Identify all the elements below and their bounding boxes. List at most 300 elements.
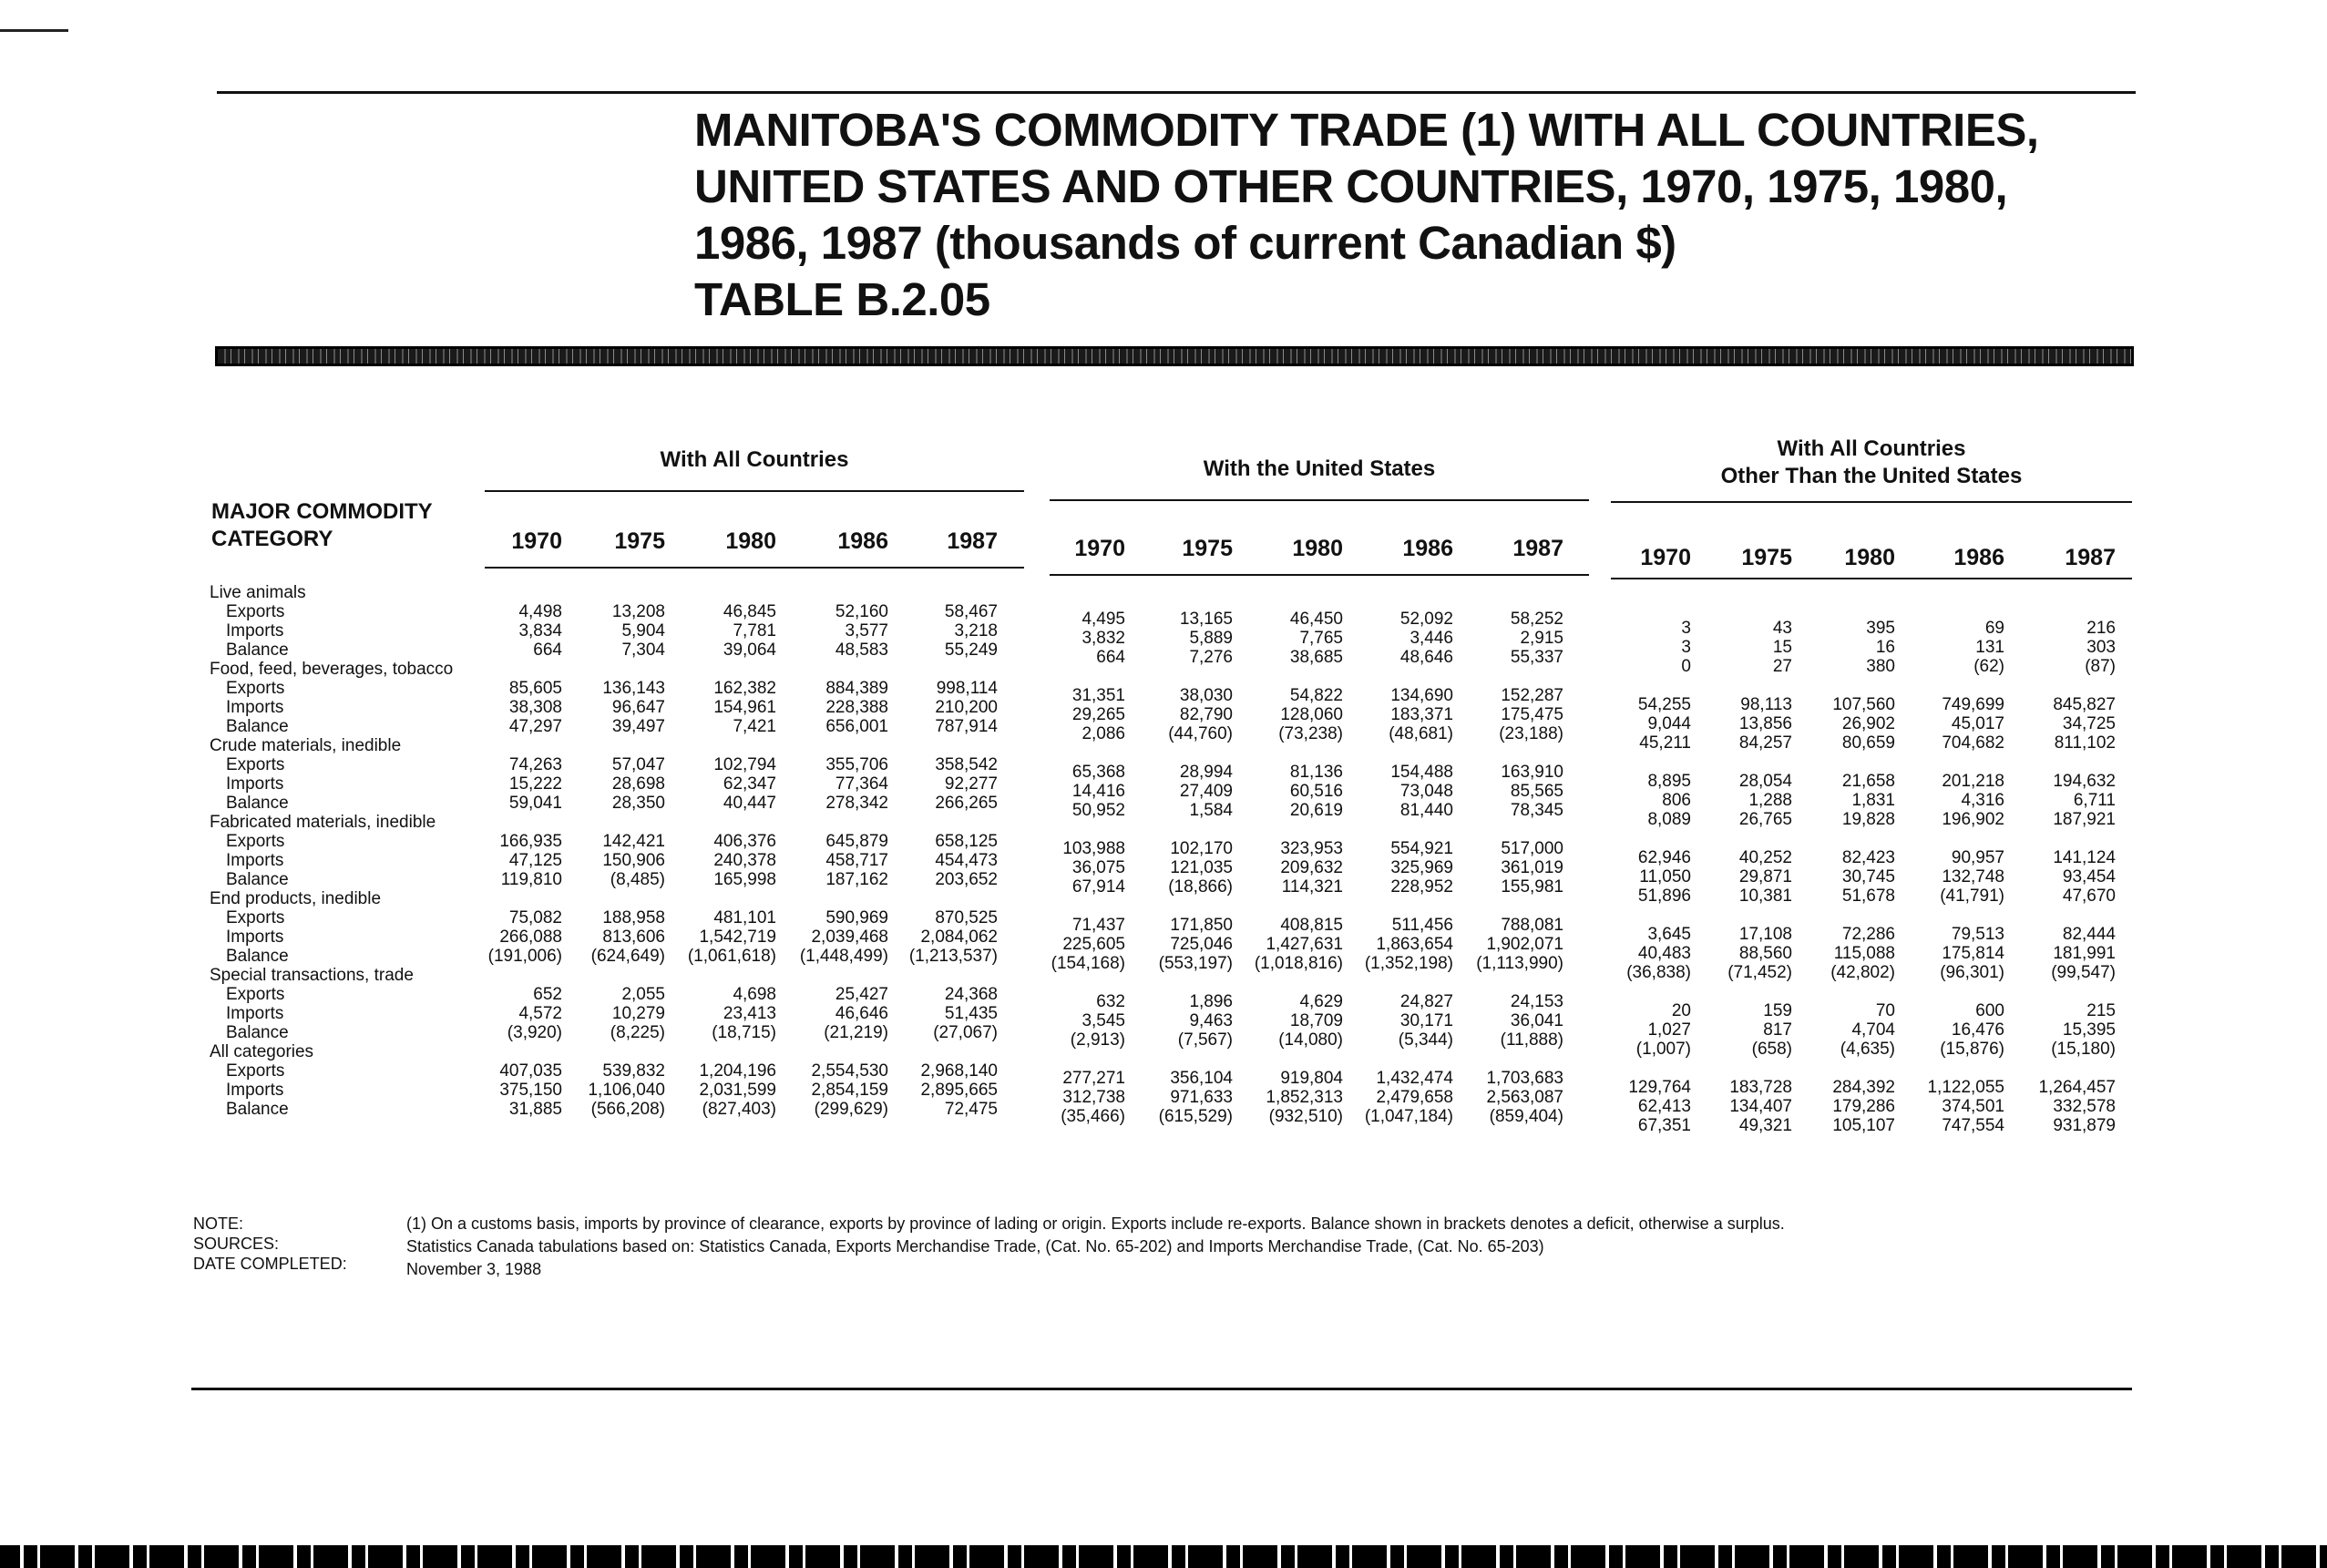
table-cell: 179,286 <box>1832 1097 1895 1116</box>
table-cell: 787,914 <box>935 717 998 736</box>
table-cell: 30,171 <box>1399 1011 1453 1030</box>
table-cell: 154,961 <box>713 698 776 717</box>
table-cell: 67,914 <box>1071 877 1125 897</box>
table-cell: 25,427 <box>835 985 888 1004</box>
table-cell: 919,804 <box>1280 1069 1343 1088</box>
table-cell: 17,108 <box>1738 925 1792 944</box>
year-header: 1980 <box>725 528 776 554</box>
table-cell: (1,007) <box>1635 1040 1691 1059</box>
table-cell: 2,031,599 <box>699 1081 776 1100</box>
table-cell: 312,738 <box>1062 1088 1125 1107</box>
table-cell: 71,437 <box>1071 916 1125 935</box>
table-cell: 511,456 <box>1391 916 1453 935</box>
table-cell: 664 <box>1096 648 1125 667</box>
title-line-3: 1986, 1987 (thousands of current Canadian $) <box>694 217 1676 269</box>
category-label: End products, inedible <box>210 889 382 908</box>
table-cell: 141,124 <box>2053 848 2116 867</box>
table-cell: (299,629) <box>814 1100 888 1119</box>
table-cell: 395 <box>1866 619 1895 638</box>
table-cell: 175,475 <box>1501 705 1563 724</box>
table-cell: (27,067) <box>933 1023 998 1042</box>
note-label: SOURCES: <box>193 1235 280 1253</box>
table-number: TABLE B.2.05 <box>694 273 990 325</box>
table-cell: (7,567) <box>1177 1030 1233 1050</box>
group-header-3: With All Countries <box>1777 436 1966 461</box>
table-cell: 51,678 <box>1841 886 1895 906</box>
table-cell: 46,845 <box>723 602 776 621</box>
table-cell: 1,703,683 <box>1486 1069 1563 1088</box>
table-cell: 79,513 <box>1951 925 2004 944</box>
table-cell: 26,765 <box>1738 810 1792 829</box>
table-cell: 181,991 <box>2053 944 2116 963</box>
table-cell: 62,347 <box>723 774 776 794</box>
table-cell: 8,895 <box>1647 772 1691 791</box>
table-cell: 811,102 <box>2054 733 2116 753</box>
table-cell: 85,605 <box>508 679 562 698</box>
group-rule-3 <box>1611 501 2132 503</box>
table-cell: 51,435 <box>944 1004 998 1023</box>
table-cell: (15,180) <box>2051 1040 2116 1059</box>
table-cell: 600 <box>1975 1001 2004 1020</box>
table-cell: 175,814 <box>1942 944 2004 963</box>
table-cell: 228,952 <box>1390 877 1453 897</box>
table-cell: 2,039,468 <box>811 927 888 947</box>
table-cell: 5,904 <box>621 621 665 641</box>
table-cell: 52,160 <box>835 602 888 621</box>
table-cell: 0 <box>1681 657 1691 676</box>
table-cell: 210,200 <box>935 698 998 717</box>
category-label: Crude materials, inedible <box>210 736 402 755</box>
table-cell: 3 <box>1681 619 1691 638</box>
table-cell: (36,838) <box>1626 963 1691 982</box>
table-cell: 10,381 <box>1738 886 1792 906</box>
table-cell: 73,048 <box>1399 782 1453 801</box>
table-cell: 4,629 <box>1299 992 1343 1011</box>
year-header: 1987 <box>1512 536 1563 561</box>
table-cell: 28,994 <box>1179 763 1233 782</box>
year-header: 1980 <box>1844 545 1895 570</box>
table-cell: 266,088 <box>499 927 562 947</box>
row-label-exports: Exports <box>226 755 285 774</box>
table-cell: (35,466) <box>1061 1107 1125 1126</box>
table-cell: 46,450 <box>1289 610 1343 629</box>
table-cell: 28,698 <box>611 774 665 794</box>
document-title <box>694 102 2116 328</box>
table-cell: 2,055 <box>621 985 665 1004</box>
table-cell: 817 <box>1763 1020 1792 1040</box>
table-cell: 55,249 <box>944 641 998 660</box>
row-label-balance: Balance <box>226 1023 289 1042</box>
table-cell: 1,542,719 <box>699 927 776 947</box>
table-cell: (827,403) <box>702 1100 776 1119</box>
table-cell: 3,832 <box>1081 629 1125 648</box>
table-cell: 355,706 <box>825 755 888 774</box>
table-cell: 1,264,457 <box>2038 1078 2116 1097</box>
table-cell: (5,344) <box>1398 1030 1453 1050</box>
table-cell: 215 <box>2086 1001 2116 1020</box>
note-label: DATE COMPLETED: <box>193 1255 347 1273</box>
table-cell: 70 <box>1875 1001 1895 1020</box>
table-cell: 1,027 <box>1647 1020 1691 1040</box>
table-cell: 81,440 <box>1399 801 1453 820</box>
table-cell: 13,165 <box>1179 610 1233 629</box>
table-cell: (8,485) <box>610 870 665 889</box>
table-cell: 2,084,062 <box>920 927 998 947</box>
table-cell: (14,080) <box>1278 1030 1343 1050</box>
category-label: Food, feed, beverages, tobacco <box>210 660 454 679</box>
row-label-imports: Imports <box>226 698 284 717</box>
table-cell: 24,368 <box>944 985 998 1004</box>
table-cell: 115,088 <box>1833 944 1895 963</box>
table-cell: 18,709 <box>1289 1011 1343 1030</box>
table-cell: 62,946 <box>1637 848 1691 867</box>
table-cell: 78,345 <box>1510 801 1563 820</box>
table-cell: 4,704 <box>1851 1020 1895 1040</box>
category-label: Special transactions, trade <box>210 966 414 985</box>
table-cell: 24,827 <box>1399 992 1453 1011</box>
table-cell: 38,685 <box>1289 648 1343 667</box>
table-cell: 85,565 <box>1510 782 1563 801</box>
table-cell: 323,953 <box>1280 839 1343 858</box>
table-cell: 119,810 <box>500 870 562 889</box>
table-cell: 2,563,087 <box>1486 1088 1563 1107</box>
table-cell: 1,831 <box>1851 791 1895 810</box>
table-cell: 7,421 <box>733 717 776 736</box>
table-cell: (42,802) <box>1830 963 1895 982</box>
year-header: 1975 <box>1182 536 1233 561</box>
table-cell: 2,915 <box>1520 629 1563 648</box>
table-cell: (859,404) <box>1489 1107 1563 1126</box>
table-cell: (2,913) <box>1070 1030 1125 1050</box>
table-cell: 107,560 <box>1832 695 1895 714</box>
table-cell: 19,828 <box>1841 810 1895 829</box>
table-cell: 554,921 <box>1390 839 1453 858</box>
table-cell: 2,895,665 <box>920 1081 998 1100</box>
table-cell: 4,495 <box>1081 610 1125 629</box>
table-cell: 325,969 <box>1390 858 1453 877</box>
note-text: Statistics Canada tabulations based on: Statistics Canada, Exports Merchandise Trade, (Cat. No. 65-202) and Imports Merchandise Trade, (Cat. No. 65-203) <box>406 1237 1544 1255</box>
title-banner-bar <box>215 346 2134 366</box>
table-cell: 884,389 <box>825 679 888 698</box>
year-header: 1975 <box>614 528 665 554</box>
table-cell: 15,222 <box>508 774 562 794</box>
table-cell: 98,113 <box>1740 695 1792 714</box>
table-cell: 1,106,040 <box>588 1081 665 1100</box>
table-cell: 183,371 <box>1390 705 1453 724</box>
table-cell: 47,297 <box>508 717 562 736</box>
group-rule-2 <box>1050 499 1589 501</box>
table-cell: 225,605 <box>1062 935 1125 954</box>
year-rule-2 <box>1050 574 1589 576</box>
title-line-1: MANITOBA'S COMMODITY TRADE (1) WITH ALL COUNTRIES, <box>694 104 2039 156</box>
table-cell: 971,633 <box>1170 1088 1233 1107</box>
table-cell: 375,150 <box>499 1081 562 1100</box>
table-cell: (932,510) <box>1268 1107 1343 1126</box>
year-header: 1970 <box>1074 536 1125 561</box>
table-cell: 183,728 <box>1729 1078 1792 1097</box>
row-label-exports: Exports <box>226 602 285 621</box>
table-cell: 136,143 <box>602 679 665 698</box>
table-cell: (1,047,184) <box>1364 1107 1453 1126</box>
table-cell: 59,041 <box>508 794 562 813</box>
bottom-rule <box>191 1388 2132 1390</box>
table-cell: 20,619 <box>1289 801 1343 820</box>
table-cell: 658,125 <box>935 832 998 851</box>
table-cell: 132,748 <box>1942 867 2004 886</box>
note-label: NOTE: <box>193 1214 244 1233</box>
table-cell: 24,153 <box>1510 992 1563 1011</box>
table-cell: 90,957 <box>1951 848 2004 867</box>
table-cell: (566,208) <box>590 1100 665 1119</box>
table-cell: 152,287 <box>1501 686 1563 705</box>
table-cell: 11,050 <box>1639 867 1691 886</box>
row-label-imports: Imports <box>226 1004 284 1023</box>
table-cell: 216 <box>2086 619 2116 638</box>
table-cell: 332,578 <box>2053 1097 2116 1116</box>
table-cell: 7,276 <box>1189 648 1233 667</box>
row-label-exports: Exports <box>226 679 285 698</box>
category-label: All categories <box>210 1042 314 1061</box>
table-cell: 13,856 <box>1738 714 1792 733</box>
table-cell: 632 <box>1096 992 1125 1011</box>
table-cell: 82,790 <box>1179 705 1233 724</box>
table-cell: 40,483 <box>1637 944 1691 963</box>
table-cell: 102,170 <box>1170 839 1233 858</box>
table-cell: 240,378 <box>713 851 776 870</box>
table-cell: 20 <box>1671 1001 1691 1020</box>
table-cell: 4,498 <box>518 602 562 621</box>
table-cell: 38,308 <box>508 698 562 717</box>
table-cell: 131 <box>1975 638 2004 657</box>
table-cell: 57,047 <box>611 755 665 774</box>
table-cell: 134,690 <box>1390 686 1453 705</box>
table-cell: 58,252 <box>1510 610 1563 629</box>
note-text: (1) On a customs basis, imports by province of clearance, exports by province of lading or origin. Exports include re-exports. Balance shown in brackets denotes a deficit, otherwise a surplus. <box>406 1214 1785 1233</box>
row-label-imports: Imports <box>226 1081 284 1100</box>
group-header-3: Other Than the United States <box>1720 464 2023 488</box>
table-cell: 166,935 <box>499 832 562 851</box>
table-cell: 40,252 <box>1738 848 1792 867</box>
table-cell: 194,632 <box>2053 772 2116 791</box>
table-cell: 82,423 <box>1841 848 1895 867</box>
table-cell: 36,075 <box>1071 858 1125 877</box>
table-cell: (8,225) <box>610 1023 665 1042</box>
table-cell: 39,497 <box>611 717 665 736</box>
table-cell: 65,368 <box>1071 763 1125 782</box>
table-cell: 15 <box>1772 638 1792 657</box>
category-label: Live animals <box>210 583 306 602</box>
table-cell: (11,888) <box>1500 1030 1563 1050</box>
table-cell: 36,041 <box>1510 1011 1563 1030</box>
table-cell: 2,479,658 <box>1376 1088 1453 1107</box>
table-cell: (1,352,198) <box>1364 954 1453 973</box>
table-cell: 31,351 <box>1071 686 1125 705</box>
table-cell: 105,107 <box>1832 1116 1895 1135</box>
corner-mark <box>0 29 68 32</box>
table-cell: 380 <box>1866 657 1895 676</box>
table-cell: 361,019 <box>1501 858 1563 877</box>
year-rule-3 <box>1611 578 2132 579</box>
table-cell: 2,968,140 <box>920 1061 998 1081</box>
table-cell: 998,114 <box>936 679 998 698</box>
table-cell: (658) <box>1751 1040 1792 1059</box>
table-cell: 7,304 <box>621 641 665 660</box>
table-cell: 590,969 <box>825 908 888 927</box>
table-cell: 266,265 <box>935 794 998 813</box>
table-cell: 72,475 <box>944 1100 998 1119</box>
table-cell: 187,162 <box>825 870 888 889</box>
table-cell: 10,279 <box>611 1004 665 1023</box>
table-cell: 165,998 <box>713 870 776 889</box>
table-cell: 3 <box>1681 638 1691 657</box>
row-label-imports: Imports <box>226 774 284 794</box>
table-cell: 1,204,196 <box>699 1061 776 1081</box>
year-header: 1970 <box>1640 545 1691 570</box>
table-cell: 806 <box>1662 791 1691 810</box>
table-cell: 16 <box>1875 638 1895 657</box>
table-cell: 458,717 <box>825 851 888 870</box>
table-cell: 82,444 <box>2062 925 2116 944</box>
table-cell: 39,064 <box>723 641 776 660</box>
table-cell: 84,257 <box>1738 733 1792 753</box>
table-cell: 171,850 <box>1170 916 1233 935</box>
table-cell: 356,104 <box>1170 1069 1233 1088</box>
table-cell: 1,584 <box>1189 801 1233 820</box>
table-cell: 3,577 <box>845 621 888 641</box>
table-cell: (553,197) <box>1158 954 1233 973</box>
table-cell: (62) <box>1973 657 2004 676</box>
year-header: 1987 <box>947 528 998 554</box>
table-cell: 23,413 <box>723 1004 776 1023</box>
table-cell: 203,652 <box>935 870 998 889</box>
table-cell: 28,350 <box>611 794 665 813</box>
table-cell: 788,081 <box>1501 916 1563 935</box>
table-cell: 284,392 <box>1832 1078 1895 1097</box>
table-cell: 4,572 <box>518 1004 562 1023</box>
table-cell: 931,879 <box>2053 1116 2116 1135</box>
table-cell: 30,745 <box>1841 867 1895 886</box>
table-cell: (1,448,499) <box>799 947 888 966</box>
row-label-exports: Exports <box>226 832 285 851</box>
row-label-imports: Imports <box>226 927 284 947</box>
table-cell: 3,446 <box>1410 629 1453 648</box>
row-label-imports: Imports <box>226 851 284 870</box>
table-cell: 5,889 <box>1189 629 1233 648</box>
row-label-exports: Exports <box>226 908 285 927</box>
table-cell: (3,920) <box>507 1023 562 1042</box>
table-cell: 75,082 <box>508 908 562 927</box>
table-cell: 3,834 <box>518 621 562 641</box>
table-cell: 6,711 <box>2073 791 2116 810</box>
table-cell: 16,476 <box>1951 1020 2004 1040</box>
table-cell: 96,647 <box>611 698 665 717</box>
table-cell: (96,301) <box>1940 963 2004 982</box>
table-cell: 80,659 <box>1841 733 1895 753</box>
year-header: 1970 <box>511 528 562 554</box>
table-cell: 408,815 <box>1280 916 1343 935</box>
year-header: 1986 <box>1953 545 2004 570</box>
table-cell: 7,765 <box>1299 629 1343 648</box>
table-cell: 27,409 <box>1179 782 1233 801</box>
table-cell: 74,263 <box>508 755 562 774</box>
table-cell: 40,447 <box>723 794 776 813</box>
table-cell: 407,035 <box>499 1061 562 1081</box>
table-cell: 128,060 <box>1280 705 1343 724</box>
table-cell: 72,286 <box>1841 925 1895 944</box>
table-cell: 747,554 <box>1942 1116 2004 1135</box>
table-cell: 62,413 <box>1637 1097 1691 1116</box>
table-cell: 1,122,055 <box>1927 1078 2004 1097</box>
table-cell: 55,337 <box>1510 648 1563 667</box>
table-cell: 154,488 <box>1390 763 1453 782</box>
table-cell: 52,092 <box>1399 610 1453 629</box>
row-label-balance: Balance <box>226 641 289 660</box>
table-cell: 28,054 <box>1738 772 1792 791</box>
table-cell: 278,342 <box>825 794 888 813</box>
table-cell: 49,321 <box>1738 1116 1792 1135</box>
table-cell: 201,218 <box>1942 772 2004 791</box>
table-cell: 188,958 <box>602 908 665 927</box>
scan-edge-noise <box>0 1545 2327 1568</box>
table-cell: 2,086 <box>1081 724 1125 743</box>
table-cell: (1,213,537) <box>908 947 998 966</box>
table-cell: 277,271 <box>1062 1069 1125 1088</box>
table-cell: 813,606 <box>602 927 665 947</box>
table-cell: 67,351 <box>1637 1116 1691 1135</box>
category-header: CATEGORY <box>211 527 333 551</box>
table-cell: (48,681) <box>1389 724 1453 743</box>
table-cell: (1,061,618) <box>687 947 776 966</box>
table-cell: 13,208 <box>611 602 665 621</box>
table-cell: (154,168) <box>1051 954 1125 973</box>
row-label-balance: Balance <box>226 870 289 889</box>
table-cell: 406,376 <box>713 832 776 851</box>
table-cell: 656,001 <box>825 717 888 736</box>
year-header: 1986 <box>837 528 888 554</box>
table-cell: (615,529) <box>1158 1107 1233 1126</box>
table-cell: 31,885 <box>508 1100 562 1119</box>
table-cell: 159 <box>1763 1001 1792 1020</box>
group-header-1: With All Countries <box>660 447 849 472</box>
table-cell: 163,910 <box>1501 763 1563 782</box>
row-label-exports: Exports <box>226 1061 285 1081</box>
table-cell: 704,682 <box>1942 733 2004 753</box>
table-cell: 45,211 <box>1639 733 1691 753</box>
table-cell: 47,670 <box>2062 886 2116 906</box>
table-cell: 58,467 <box>944 602 998 621</box>
table-cell: 1,427,631 <box>1266 935 1343 954</box>
table-cell: 1,288 <box>1748 791 1792 810</box>
table-cell: 1,852,313 <box>1266 1088 1343 1107</box>
table-cell: 129,764 <box>1628 1078 1691 1097</box>
table-cell: 749,699 <box>1942 695 2004 714</box>
note-text: November 3, 1988 <box>406 1260 542 1278</box>
row-label-balance: Balance <box>226 794 289 813</box>
table-cell: 150,906 <box>602 851 665 870</box>
table-cell: 38,030 <box>1179 686 1233 705</box>
table-cell: 60,516 <box>1289 782 1343 801</box>
table-cell: 114,321 <box>1281 877 1343 897</box>
table-cell: (99,547) <box>2051 963 2116 982</box>
table-cell: 652 <box>533 985 562 1004</box>
table-cell: 54,255 <box>1637 695 1691 714</box>
table-cell: 88,560 <box>1738 944 1792 963</box>
table-cell: 1,902,071 <box>1486 935 1563 954</box>
table-cell: (21,219) <box>824 1023 888 1042</box>
year-header: 1987 <box>2065 545 2116 570</box>
table-cell: 8,089 <box>1647 810 1691 829</box>
table-cell: 1,432,474 <box>1376 1069 1453 1088</box>
